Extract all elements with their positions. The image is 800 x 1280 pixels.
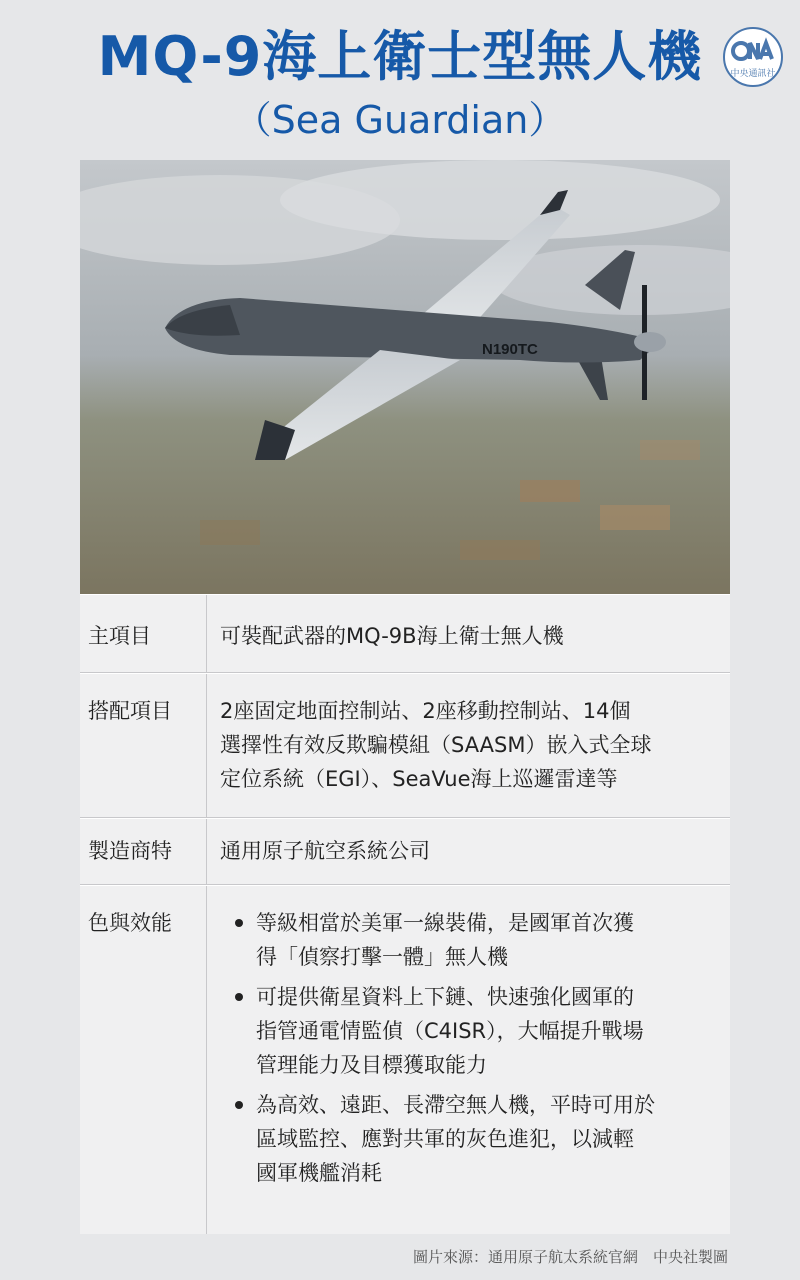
logo-caption: 中央通訊社 <box>730 69 776 79</box>
list-item <box>226 1088 726 1190</box>
cna-logo <box>722 26 784 88</box>
row-label: 製造商特 <box>88 839 172 863</box>
bullet-icon <box>235 1101 243 1109</box>
bullet-line: 管理能力及目標獲取能力 <box>256 1053 487 1077</box>
bullet-icon <box>235 919 243 927</box>
bullet-line: 等級相當於美軍一線裝備，是國軍首次獲 <box>256 911 634 935</box>
bullet-icon <box>235 993 243 1001</box>
row-value-line: 選擇性有效反欺騙模組（SAASM）嵌入式全球 <box>220 733 652 757</box>
row-value: 通用原子航空系統公司 <box>220 839 430 863</box>
drone-photo <box>80 160 730 594</box>
bullet-line: 區域監控、應對共軍的灰色進犯，以減輕 <box>256 1127 634 1151</box>
row-value <box>220 694 720 796</box>
table-row <box>80 673 730 818</box>
page-title: MQ-9海上衛士型無人機 <box>97 25 703 88</box>
page-subtitle: （Sea Guardian） <box>233 98 567 142</box>
tail-number: N190TC <box>482 341 538 358</box>
bullet-line: 國軍機艦消耗 <box>256 1161 382 1185</box>
bullet-line: 指管通電情監偵（C4ISR），大幅提升戰場 <box>256 1019 644 1043</box>
bullet-line: 得「偵察打擊一體」無人機 <box>256 945 508 969</box>
list-item <box>226 980 726 1082</box>
row-label: 搭配項目 <box>88 699 172 723</box>
table-row <box>80 818 730 885</box>
table-row <box>80 594 730 673</box>
row-value-line: 2座固定地面控制站、2座移動控制站、14個 <box>220 699 631 723</box>
bullet-line: 可提供衛星資料上下鏈、快速強化國軍的 <box>256 985 634 1009</box>
bullet-list <box>226 906 726 1196</box>
image-credit: 圖片來源：通用原子航太系統官網 中央社製圖 <box>412 1248 728 1266</box>
spec-table <box>80 594 730 1234</box>
row-label: 色與效能 <box>88 911 172 935</box>
table-row <box>80 885 730 1235</box>
list-item <box>226 906 726 974</box>
row-label: 主項目 <box>88 624 151 648</box>
bullet-line: 為高效、遠距、長滯空無人機，平時可用於 <box>256 1093 655 1117</box>
row-value-line: 定位系統（EGI）、SeaVue海上巡邏雷達等 <box>220 767 618 791</box>
row-value: 可裝配武器的MQ-9B海上衛士無人機 <box>220 624 564 648</box>
